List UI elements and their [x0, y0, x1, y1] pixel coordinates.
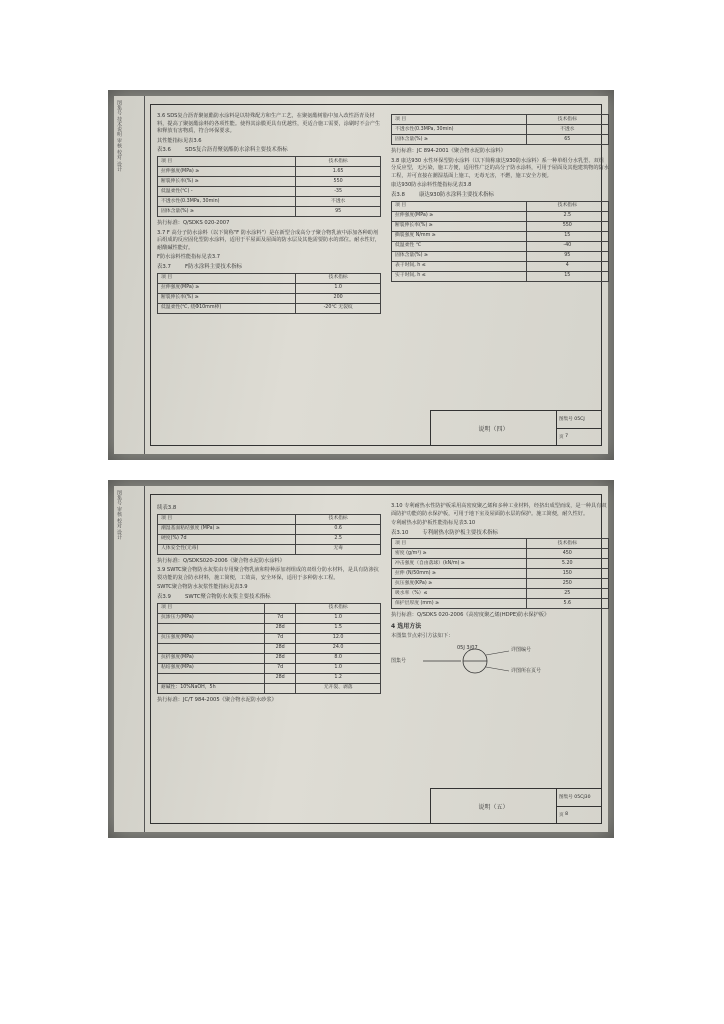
table-cell: 项 目 [158, 603, 265, 613]
table-cell: 项 目 [392, 201, 527, 211]
table-cell: 65 [526, 135, 608, 145]
title-block [430, 788, 602, 824]
table-cell: 撕裂强度 N/mm ≥ [392, 231, 527, 241]
table-cell: 人体安全性(无毒) [158, 544, 296, 554]
standard-note: 执行标准：Q/SDKS020-2006《聚合物水泥防水涂料》 [157, 557, 285, 564]
table-caption: 表3.6 SDS复合沥青聚氨酯防水涂料主要技术指标 [157, 147, 288, 154]
table-row [158, 603, 381, 613]
table-cell: 冲击强度（自由落球）(kN/m) ≥ [392, 559, 527, 569]
table-row [392, 559, 609, 569]
table-cell: 技术指标 [296, 273, 381, 283]
table-row [158, 524, 381, 534]
table-cell: 250 [526, 579, 608, 589]
right-column [391, 113, 609, 285]
table-cell: 断裂伸长率(%) ≥ [158, 176, 296, 186]
index-symbol-lines [391, 643, 591, 679]
standard-note: 执行标准：JC/T 984-2005《聚合物水泥防水砂浆》 [157, 696, 277, 703]
table-cell: 200 [296, 293, 381, 303]
table-cell: 抗压强度(KPa) ≥ [392, 579, 527, 589]
table-cell: 不透水 [296, 196, 381, 206]
table-row [158, 653, 381, 663]
table-continued [391, 114, 609, 145]
table-row [158, 196, 381, 206]
table-row [392, 115, 609, 125]
table-cell: 5.6 [526, 599, 608, 609]
section-3-9-ref: SWTC聚合物防水灰浆性能指标见表3.9 [157, 584, 248, 591]
table-row [158, 303, 381, 313]
table-cell: 技术指标 [296, 603, 381, 613]
table-row [392, 201, 609, 211]
table-cell: 1.5 [296, 623, 381, 633]
table-row [158, 683, 381, 693]
table-cell: 8.0 [296, 653, 381, 663]
table-row [392, 135, 609, 145]
table-row [158, 186, 381, 196]
table-cell: 不透水 [526, 125, 608, 135]
table-row [392, 261, 609, 271]
section-4-intro: 本图集节点索引方法如下： [391, 632, 454, 639]
table-cell: 固体含量(%) ≥ [392, 135, 527, 145]
table-cell [265, 683, 296, 693]
section-3-7-ref: F防水涂料性能指标见表3.7 [157, 254, 221, 261]
table-cell: 15 [526, 271, 608, 281]
table-cell: 拉伸 (N/50mm) ≥ [392, 569, 527, 579]
drawing-sheet [114, 486, 608, 832]
usage-label: 图集号 [391, 658, 407, 665]
table-row [392, 271, 609, 281]
section-3-8-text: 3.8 康达930 水性环保型防水涂料（以下简称康达930防水涂料）系一种单组分水乳型、双组分反应型，无污染，施工方便，适用性广泛的高分子防水涂料，可用于屋面及其他建筑物的防水工程，并可直接在潮湿基面上施工，无毒无害，不燃，施工安全方便。 [391, 157, 609, 179]
table-cell: 密度 (g/m³) ≥ [392, 549, 527, 559]
table-row [392, 251, 609, 261]
drawing-code: 图集号 05CJ30 [557, 789, 601, 807]
drawing-frame [150, 494, 607, 824]
section-3-6-text: 3.6 SDS复合沥青聚氨酯防水涂料是以特殊配方和生产工艺，在聚氨酯树脂中加入改性沥青及材料，提高了聚氨酯涂料的各项性能。使得其涂膜更具有优越性，更适合施工需要，涂刷时不会产生和释放有害物质，符合环保要求。 [157, 113, 381, 135]
table-row [158, 273, 381, 283]
table-cell: 7d [265, 613, 296, 623]
section-4-heading: 4 选用方法 [391, 622, 422, 630]
section-3-6-ref: 其性能指标见表3.6 [157, 137, 202, 144]
table-caption: 表3.8 康达930防水涂料主要技术指标 [391, 191, 494, 198]
table-cell: 无开裂、剥落 [296, 683, 381, 693]
table-cell: 不透水性(0.3MPa, 30min) [392, 125, 527, 135]
title-block [430, 410, 602, 446]
table-row [392, 125, 609, 135]
table-cell: 吸水率（%）≤ [392, 589, 527, 599]
table-cell: 保护层厚度 (mm) ≥ [392, 599, 527, 609]
table-cell: 项 目 [158, 514, 296, 524]
standard-note: 执行标准：JC 894-2001《聚合物水泥防水涂料》 [391, 148, 506, 154]
table-row [158, 544, 381, 554]
table-row [158, 206, 381, 216]
table-row [158, 623, 381, 633]
table-cell: 7d [265, 663, 296, 673]
table-cell: 95 [526, 251, 608, 261]
table-cell: 粘结强度(MPa) [158, 663, 265, 673]
table-row [158, 166, 381, 176]
section-3-7-text: 3.7 F 高分子防水涂料（以下简称"F 防水涂料"）是在新型合成高分子聚合物乳液中添加各种助剂后组成的反应固化型防水涂料，适用于平屋面及屋面的防水层及其他需要防水的部位。耐水性好，耐酸碱性能好。 [157, 229, 381, 251]
table-3-7 [157, 273, 381, 314]
table-cell: 耐碱性：10%NaOH，5h [158, 683, 265, 693]
left-column [157, 113, 381, 317]
table-row [392, 211, 609, 221]
table-row [158, 156, 381, 166]
table-row [392, 231, 609, 241]
table-cell: 实干时间, h ≤ [392, 271, 527, 281]
drawing-sheet [114, 96, 608, 454]
table-row [158, 293, 381, 303]
table-caption: 表3.9 SWTC聚合物防水灰浆主要技术指标 [157, 593, 271, 600]
table-cell: 2.5 [526, 211, 608, 221]
table-cell: 表干时间, h ≤ [392, 261, 527, 271]
table-cell: 硬度(%) 7d [158, 534, 296, 544]
table-row [392, 221, 609, 231]
index-symbol-diagram [391, 643, 609, 679]
table-3-10 [391, 538, 609, 609]
table-cell: 固体含量(%) ≥ [158, 206, 296, 216]
table-cell: 550 [526, 221, 608, 231]
table-cell: -35 [296, 186, 381, 196]
table-cell [265, 603, 296, 613]
table-cell: 0.6 [296, 524, 381, 534]
sheet-title: 说明（五） [431, 789, 557, 823]
table-row [392, 569, 609, 579]
table-cell: -20℃ 无裂纹 [296, 303, 381, 313]
table-row [158, 283, 381, 293]
table-row [392, 539, 609, 549]
table-cell: 1.0 [296, 283, 381, 293]
page-number: 页 7 [559, 434, 569, 440]
table-cell: 拉伸强度(MPa) ≥ [392, 211, 527, 221]
table-row [158, 633, 381, 643]
table-row [158, 176, 381, 186]
table-cell: 150 [526, 569, 608, 579]
table-cell: 技术指标 [526, 201, 608, 211]
table-cell: 28d [265, 673, 296, 683]
table-cell: 断裂伸长率(%) ≥ [158, 293, 296, 303]
table-cell: 不透水性(0.3MPa, 30min) [158, 196, 296, 206]
table-cell: 7d [265, 633, 296, 643]
table-cell: 项 目 [158, 156, 296, 166]
table-cell: 固体含量(%) ≥ [392, 251, 527, 261]
table-row [392, 589, 609, 599]
usage-code: 05J 3/07 [457, 645, 478, 652]
table-cell: 2.5 [296, 534, 381, 544]
document-photo-page-2 [108, 480, 614, 838]
binding-strip: 图集号 技术说明 审核 校对 设计 [114, 96, 145, 454]
table-cell: 项 目 [392, 115, 527, 125]
table-3-8-continued [157, 514, 381, 555]
table-cell: 抗渗压力(MPa) [158, 613, 265, 623]
page-number: 页 8 [559, 812, 569, 818]
table-3-8 [391, 201, 609, 282]
table-3-9 [157, 603, 381, 694]
table-caption: 表3.7 F防水涂料主要技术指标 [157, 263, 242, 270]
binding-strip: 图集号 审核 校对 设计 [114, 486, 145, 832]
table-row [392, 599, 609, 609]
usage-detail-label: 详图编号 [511, 647, 532, 654]
document-photo-page-1 [108, 90, 614, 460]
table-cell: 项 目 [392, 539, 527, 549]
table-cell: 450 [526, 549, 608, 559]
section-3-9-text: 3.9 SWTC聚合物防水灰浆由专用聚合物乳液和特种添加剂组成的双组分防水材料，是具有防渗抗裂功能的复合防水材料，施工简便，工效高，安全环保，适用于多种防水工程。 [157, 567, 379, 581]
table-cell: 项 目 [158, 273, 296, 283]
table-row [392, 549, 609, 559]
table-cell: 低温柔性(℃) - [158, 186, 296, 196]
table-cell: 28d [265, 653, 296, 663]
usage-page-label: 详图所在页号 [511, 668, 542, 675]
table-row [158, 663, 381, 673]
table-caption: 表3.10 专利耐热水防护板主要技术指标 [391, 529, 498, 536]
table-cell: 4 [526, 261, 608, 271]
sheet-title: 说明（四） [431, 411, 557, 445]
section-3-10-text: 3.10 专利耐热水性防护板采用高密度聚乙烯和多种工业材料，经挤出成型而成，是一种具有双面防护功能的防水保护板，可用于地下室及屋面防水层的保护。施工简便，耐久性好。 [391, 503, 607, 517]
table-cell: 25 [526, 589, 608, 599]
table-cell: 24.0 [296, 643, 381, 653]
table-row [392, 579, 609, 589]
table-caption: 续表3.8 [157, 505, 177, 511]
table-row [392, 241, 609, 251]
table-row [158, 643, 381, 653]
left-column [157, 503, 381, 706]
table-cell: 断裂伸长率(%) ≥ [392, 221, 527, 231]
table-3-6 [157, 156, 381, 217]
table-cell: 拉伸强度(MPa) ≥ [158, 283, 296, 293]
section-3-8-ref: 康达930防水涂料性能指标见表3.8 [391, 182, 472, 189]
table-cell: 技术指标 [296, 514, 381, 524]
table-cell: 低温柔性 ℃ [392, 241, 527, 251]
standard-note: 执行标准：Q/SDKS 020-2006《高密度聚乙烯(HDPE)防水保护板》 [391, 612, 550, 619]
table-cell: 95 [296, 206, 381, 216]
table-cell: 15 [526, 231, 608, 241]
table-cell: 低温柔性(℃, 绕Φ10mm棒) [158, 303, 296, 313]
table-cell: 1.0 [296, 663, 381, 673]
table-cell: 12.0 [296, 633, 381, 643]
table-cell: 550 [296, 176, 381, 186]
standard-note: 执行标准：Q/SDKS 020-2007 [157, 219, 230, 226]
table-row [158, 514, 381, 524]
table-cell [158, 643, 265, 653]
table-cell: 1.2 [296, 673, 381, 683]
table-row [158, 673, 381, 683]
table-cell: 技术指标 [526, 115, 608, 125]
table-row [158, 613, 381, 623]
table-cell: 潮湿基面粘结强度 (MPa) ≥ [158, 524, 296, 534]
section-3-10-ref: 专利耐热水防护板性能指标见表3.10 [391, 520, 476, 527]
drawing-frame [150, 104, 609, 446]
table-cell [158, 623, 265, 633]
table-cell: 28d [265, 623, 296, 633]
table-cell: 抗折强度(MPa) [158, 653, 265, 663]
table-cell: 1.65 [296, 166, 381, 176]
right-column [391, 503, 609, 679]
table-cell: 抗压强度(MPa) [158, 633, 265, 643]
table-cell: 28d [265, 643, 296, 653]
table-cell: 拉伸强度(MPa) ≥ [158, 166, 296, 176]
table-row [158, 534, 381, 544]
drawing-code: 图集号 05CJ [557, 411, 601, 429]
table-cell: 技术指标 [296, 156, 381, 166]
table-cell: 无毒 [296, 544, 381, 554]
table-cell: 5.20 [526, 559, 608, 569]
table-cell: 技术指标 [526, 539, 608, 549]
table-cell: -40 [526, 241, 608, 251]
table-cell: 1.0 [296, 613, 381, 623]
table-cell [158, 673, 265, 683]
